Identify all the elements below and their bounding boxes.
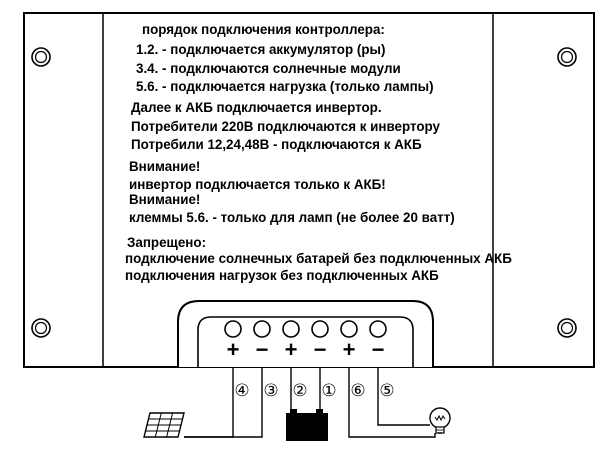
info-line-3: Потребили 12,24,48В - подключаются к АКБ (131, 137, 422, 152)
warning-line-2: клеммы 5.6. - только для ламп (не более 20 ватт) (129, 210, 455, 225)
terminal-polarity: + (342, 337, 356, 362)
mounting-hole-icon (32, 319, 50, 337)
warning-title-2: Внимание! (129, 192, 201, 207)
terminal-polarity: + (284, 337, 298, 362)
info-line-2: Потребители 220В подключаются к инвертору (131, 119, 441, 134)
step-2: 3.4. - подключаются солнечные модули (136, 61, 401, 76)
step-3: 5.6. - подключается нагрузка (только лампы) (136, 79, 434, 94)
battery-icon (286, 409, 328, 441)
terminal-number: ⑤ (379, 381, 395, 400)
mounting-hole-icon (32, 48, 50, 66)
terminal-number: ① (321, 381, 337, 400)
terminal-number: ⑥ (350, 381, 366, 400)
forbidden-line-1: подключение солнечных батарей без подключенных АКБ (125, 251, 512, 266)
lamp-icon (430, 408, 450, 433)
terminal-screw (312, 321, 328, 337)
forbidden-line-2: подключения нагрузок без подключенных АКБ (125, 268, 439, 283)
terminal-number: ② (292, 381, 308, 400)
warning-line-1: инвертор подключается только к АКБ! (129, 177, 386, 192)
terminal-screw (283, 321, 299, 337)
mounting-hole-icon (558, 319, 576, 337)
terminal-number: ④ (234, 381, 250, 400)
terminal-block (178, 301, 433, 367)
mounting-hole-icon (558, 48, 576, 66)
step-1: 1.2. - подключается аккумулятор (ры) (136, 42, 386, 57)
warning-title-1: Внимание! (129, 159, 201, 174)
forbidden-title: Запрещено: (127, 235, 207, 250)
wire (349, 367, 435, 437)
terminal-screw (254, 321, 270, 337)
solar-panel-icon (144, 413, 184, 437)
terminal-polarity: − (371, 337, 385, 362)
terminal-screw (370, 321, 386, 337)
wire (184, 367, 233, 437)
terminal-screw (225, 321, 241, 337)
info-line-1: Далее к АКБ подключается инвертор. (131, 100, 382, 115)
instructions-heading: порядок подключения контроллера: (142, 22, 385, 37)
terminal-number: ③ (263, 381, 279, 400)
terminal-polarity: − (255, 337, 269, 362)
terminal-polarity: − (313, 337, 327, 362)
terminal-polarity: + (226, 337, 240, 362)
terminal-screw (341, 321, 357, 337)
wire (184, 367, 262, 437)
